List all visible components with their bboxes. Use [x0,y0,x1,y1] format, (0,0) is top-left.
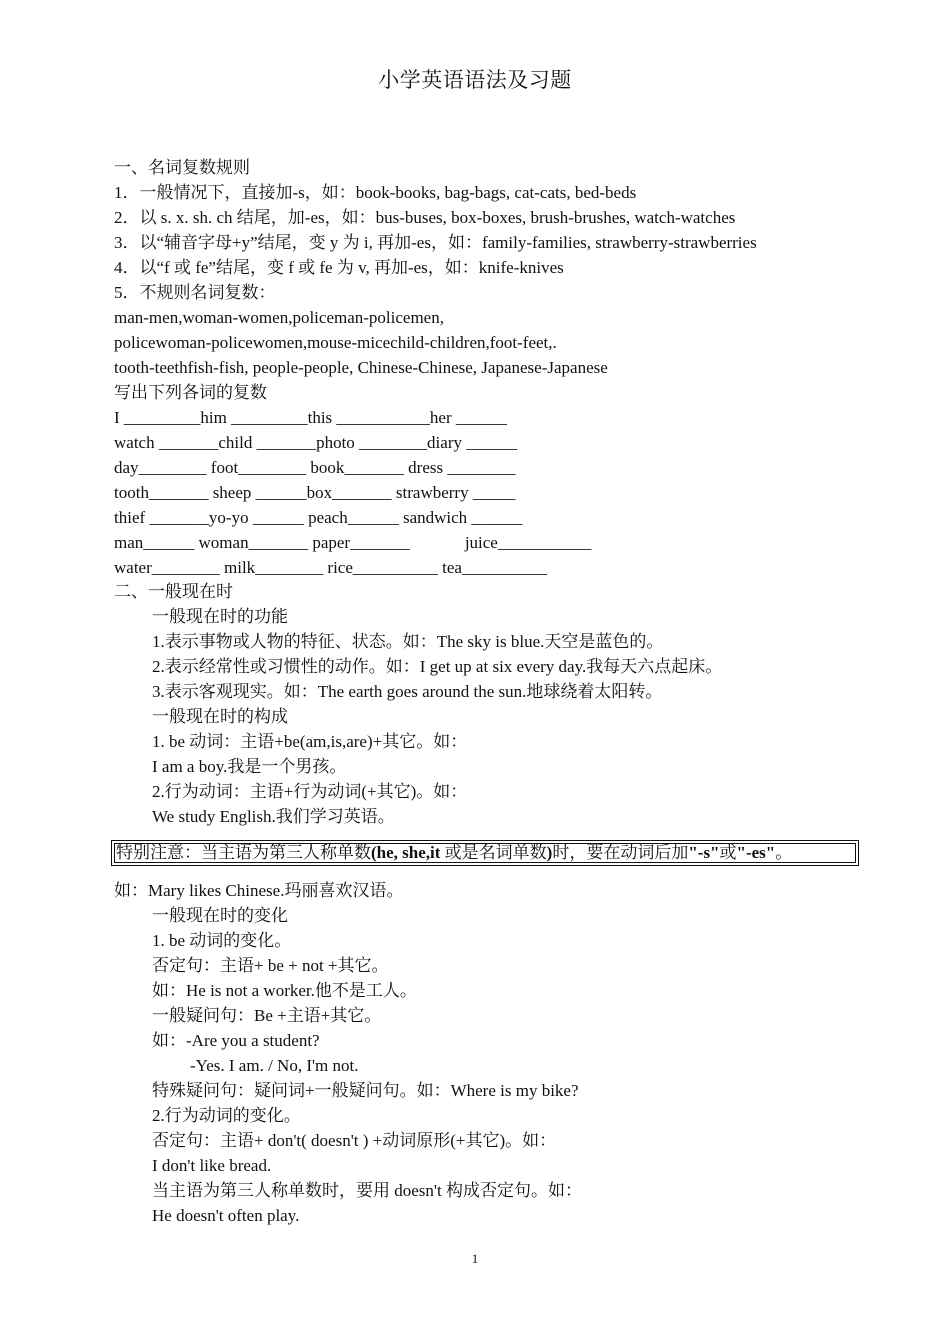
special-note-text [116,843,792,863]
example-line: I don't like bread. [152,1156,272,1175]
structure-line: 1. be 动词的变化。 [152,931,292,950]
subheading: 一般现在时的功能 [152,607,288,626]
structure-line: 一般疑问句：Be +主语+其它。 [152,1006,382,1025]
rule-line: 3．以“辅音字母+y”结尾，变 y 为 i, 再加-es，如：family-families, strawberry-strawberries [114,233,757,252]
exercise-row: I _________him _________this ___________her ______ [114,408,507,427]
usage-line: 3.表示客观现实。如：The earth goes around the sun.地球绕着太阳转。 [152,682,663,701]
rule-line: 4．以“f 或 fe”结尾，变 f 或 fe 为 v, 再加-es，如：knife-knives [114,258,564,277]
structure-line: 2.行为动词的变化。 [152,1106,301,1125]
usage-line: 2.表示经常性或习惯性的动作。如：I get up at six every day.我每天六点起床。 [152,657,723,676]
exercise-heading: 写出下列各词的复数 [114,383,267,402]
example-line: He doesn't often play. [152,1206,300,1225]
exercise-row: thief _______yo-yo ______ peach______ sandwich ______ [114,508,523,527]
exercise-row: day________ foot________ book_______ dress ________ [114,458,516,477]
section-heading-plural: 一、名词复数规则 [114,158,250,177]
page-title: 小学英语语法及习题 [378,68,572,92]
example-line: We study English.我们学习英语。 [152,807,395,826]
exercise-row: water________ milk________ rice__________ tea__________ [114,558,547,577]
example-line: 如：Mary likes Chinese.玛丽喜欢汉语。 [114,881,404,900]
exercise-row: man______ woman_______ paper_______ juice___________ [114,533,592,552]
example-line: 如：-Are you a student? [152,1031,320,1050]
section-heading-present: 二、一般现在时 [114,582,233,601]
irregular-list: tooth-teethfish-fish, people-people, Chinese-Chinese, Japanese-Japanese [114,358,608,377]
subheading: 一般现在时的变化 [152,906,288,925]
note-part: 时，要在动词后加 [552,843,689,862]
usage-line: 1.表示事物或人物的特征、状态。如：The sky is blue.天空是蓝色的。 [152,632,664,651]
structure-line: 2.行为动词：主语+行为动词(+其它)。如： [152,782,468,801]
example-line: I am a boy.我是一个男孩。 [152,757,347,776]
note-part: 特别注意：当主语为第三人称单数 [116,843,371,862]
exercise-row: tooth_______ sheep ______box_______ strawberry _____ [114,483,516,502]
structure-line: 当主语为第三人称单数时，要用 doesn't 构成否定句。如： [152,1181,582,1200]
irregular-list: man-men,woman-women,policeman-policemen, [114,308,444,327]
rule-line: 2．以 s. x. sh. ch 结尾，加-es，如：bus-buses, box-boxes, brush-brushes, watch-watches [114,208,736,227]
subheading: 一般现在时的构成 [152,707,288,726]
structure-line: 1. be 动词：主语+be(am,is,are)+其它。如： [152,732,468,751]
special-note-box [111,840,859,866]
page-number: 1 [471,1251,479,1266]
example-line: 如：He is not a worker.他不是工人。 [152,981,417,1000]
rule-line: 1．一般情况下，直接加-s，如：book-books, bag-bags, cat-cats, bed-beds [114,183,637,202]
note-part: 或 [719,843,737,862]
structure-line: 否定句：主语+ be + not +其它。 [152,956,389,975]
note-bold: (he, she,it [371,843,441,862]
note-bold: ) [546,843,553,862]
note-part: 或是名词单数 [440,843,547,862]
rule-line: 5．不规则名词复数： [114,283,276,302]
structure-line: 否定句：主语+ don't( doesn't ) +动词原形(+其它)。如： [152,1131,557,1150]
example-line: -Yes. I am. / No, I'm not. [190,1056,359,1075]
note-part: 。 [775,843,793,862]
irregular-list: policewoman-policewomen,mouse-micechild-children,foot-feet,. [114,333,557,352]
note-bold: "-s" [688,843,720,862]
structure-line: 特殊疑问句：疑问词+一般疑问句。如：Where is my bike? [152,1081,579,1100]
exercise-row: watch _______child _______photo ________diary ______ [114,433,518,452]
note-bold: "-es" [736,843,776,862]
